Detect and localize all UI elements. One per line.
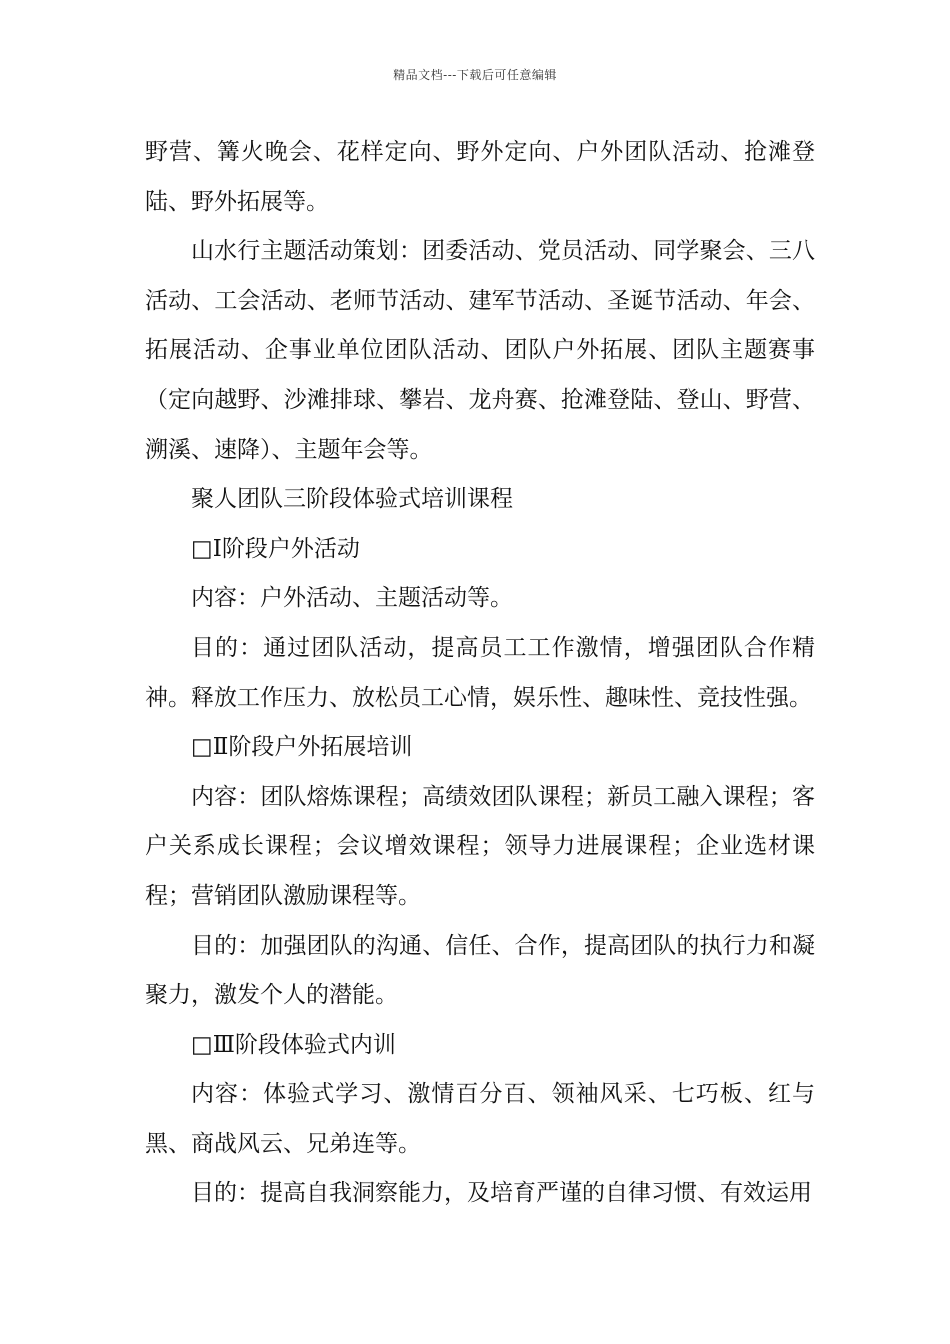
stage-2-purpose: 目的：加强团队的沟通、信任、合作，提高团队的执行力和凝聚力，激发个人的潜能。	[145, 932, 815, 1009]
stage-1-purpose: 目的：通过团队活动，提高员工工作激情，增强团队合作精神。释放工作压力、放松员工心情，娱乐性、趣味性、竞技性强。	[145, 634, 815, 711]
section-title: 聚人团队三阶段体验式培训课程	[191, 486, 513, 513]
stage-2-content: 内容：团队熔炼课程；高绩效团队课程；新员工融入课程；客户关系成长课程；会议增效课程；领导力进展课程；企业选材课程；营销团队激励课程等。	[145, 783, 815, 909]
page-header: 精品文档---下载后可任意编辑	[393, 68, 557, 82]
stage-1-content: 内容：户外活动、主题活动等。	[191, 585, 513, 612]
stage-2-heading: □Ⅱ阶段户外拓展培训	[191, 734, 413, 761]
stage-1-heading: □Ⅰ阶段户外活动	[191, 535, 360, 562]
paragraph-1: 野营、篝火晚会、花样定向、野外定向、户外团队活动、抢滩登陆、野外拓展等。	[145, 139, 815, 215]
document-body	[145, 128, 815, 1219]
stage-3-content: 内容：体验式学习、激情百分百、领袖风采、七巧板、红与黑、商战风云、兄弟连等。	[145, 1081, 815, 1157]
stage-3-heading: □Ⅲ阶段体验式内训	[191, 1031, 396, 1058]
stage-3-purpose: 目的：提高自我洞察能力，及培育严谨的自律习惯、有效运用	[191, 1180, 812, 1207]
paragraph-2: 山水行主题活动策划：团委活动、党员活动、同学聚会、三八活动、工会活动、老师节活动、建军节活动、圣诞节活动、年会、拓展活动、企事业单位团队活动、团队户外拓展、团队主题赛事（定向越野、沙滩排球、攀岩、龙舟赛、抢滩登陆、登山、野营、溯溪、速降）、主题年会等。	[145, 238, 815, 463]
